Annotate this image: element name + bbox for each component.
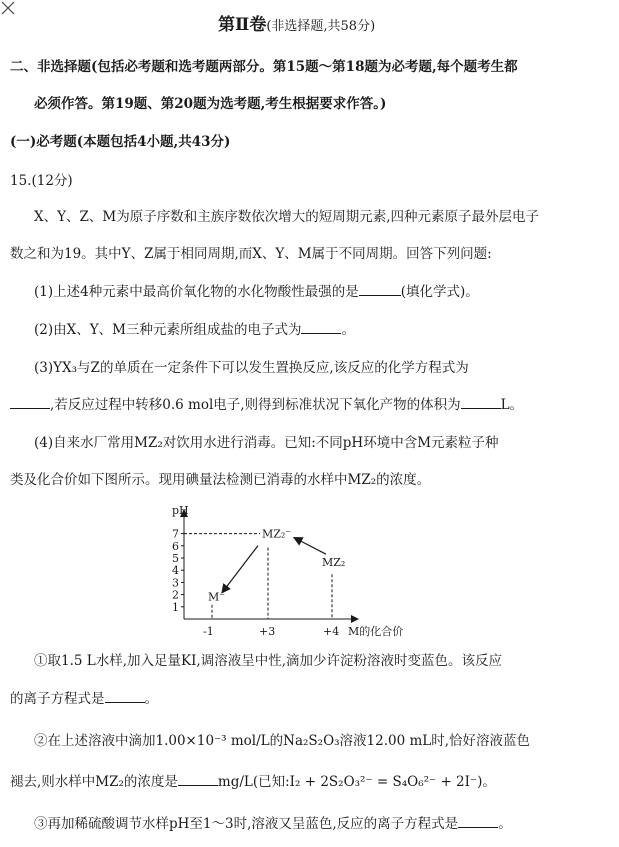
q15-step2-line2: 褪去,则水样中MZ₂的浓度是 mg/L(已知:I₂ + 2S₂O₃²⁻ = S₄O₆²⁻ + 2I⁻)。 bbox=[10, 774, 496, 790]
q15-step1-line1: ①取1.5 L水样,加入足量KI,调溶液呈中性,滴加少许淀粉溶液时变蓝色。该反应 bbox=[34, 653, 503, 669]
y-tick-label: 2 bbox=[172, 588, 179, 602]
arrow-mz2minus-to-mminus bbox=[222, 546, 258, 593]
x-tick-label: +4 bbox=[323, 625, 340, 638]
q15-part4-line1: (4)自来水厂常用MZ₂对饮用水进行消毒。已知:不同pH环境中含M元素粒子种 bbox=[34, 435, 499, 451]
answer-blank[interactable] bbox=[178, 773, 218, 786]
y-tick-label: 1 bbox=[172, 600, 179, 614]
sub1-heading: (一)必考题(本题包括4小题,共43分) bbox=[10, 134, 231, 150]
y-tick-label: 4 bbox=[172, 564, 179, 578]
y-tick-label: 7 bbox=[172, 527, 179, 541]
part2-line2: 必须作答。第19题、第20题为选考题,考生根据要求作答。) bbox=[34, 96, 387, 112]
q15-step2-line1: ②在上述溶液中滴加1.00×10⁻³ mol/L的Na₂S₂O₃溶液12.00 mL时,恰好溶液蓝色 bbox=[34, 733, 531, 749]
point-label-mz2-minus: MZ₂⁻ bbox=[262, 527, 292, 541]
q15-step1-line2: 的离子方程式是 。 bbox=[10, 691, 158, 707]
answer-blank[interactable] bbox=[301, 321, 341, 334]
q15-part3-line2: ,若反应过程中转移0.6 mol电子,则得到标准状况下氧化产物的体积为 L。 bbox=[10, 396, 523, 414]
arrow-mz2-to-mz2minus bbox=[294, 538, 326, 555]
y-tick-label: 6 bbox=[172, 539, 179, 553]
q15-number: 15.(12分) bbox=[10, 173, 73, 189]
q15-part1: (1)上述4种元素中最高价氧化物的水化物酸性最强的是 (填化学式)。 bbox=[34, 284, 479, 300]
answer-blank[interactable] bbox=[10, 396, 50, 409]
point-label-m-minus: M⁻ bbox=[208, 590, 226, 604]
x-tick-label: +3 bbox=[259, 625, 276, 638]
section-title: 第Ⅱ卷(非选择题,共58分) bbox=[218, 15, 376, 35]
part2-line1: 二、非选择题(包括必考题和选考题两部分。第15题～第18题为必考题,每个题考生都 bbox=[10, 59, 518, 75]
q15-part3-line1: (3)YX₃与Z的单质在一定条件下可以发生置换反应,该反应的化学方程式为 bbox=[34, 360, 469, 376]
y-tick-label: 5 bbox=[172, 552, 179, 565]
answer-blank[interactable] bbox=[458, 815, 498, 828]
q15-step3: ③再加稀硫酸调节水样pH至1～3时,溶液又呈蓝色,反应的离子方程式是 。 bbox=[34, 816, 512, 832]
answer-blank[interactable] bbox=[105, 690, 145, 703]
x-axis-label: M的化合价 bbox=[348, 625, 404, 638]
answer-blank[interactable] bbox=[461, 396, 501, 409]
q15-intro-2: 数之和为19。其中Y、Z属于相同周期,而X、Y、M属于不同周期。回答下列问题: bbox=[10, 246, 492, 262]
q15-part2: (2)由X、Y、M三种元素所组成盐的电子式为 。 bbox=[34, 322, 355, 338]
q15-part4-line2: 类及化合价如下图所示。现用碘量法检测已消毒的水样中MZ₂的浓度。 bbox=[10, 472, 431, 488]
x-tick-label: -1 bbox=[203, 625, 214, 638]
ph-valence-chart bbox=[160, 500, 420, 640]
q15-intro-1: X、Y、Z、M为原子序数和主族序数依次增大的短周期元素,四种元素原子最外层电子 bbox=[34, 209, 540, 225]
point-label-mz2: MZ₂ bbox=[322, 556, 346, 570]
y-axis-label: pH bbox=[172, 504, 189, 517]
corner-mark bbox=[0, 0, 30, 22]
answer-blank[interactable] bbox=[359, 283, 401, 296]
y-tick-label: 3 bbox=[172, 576, 179, 590]
